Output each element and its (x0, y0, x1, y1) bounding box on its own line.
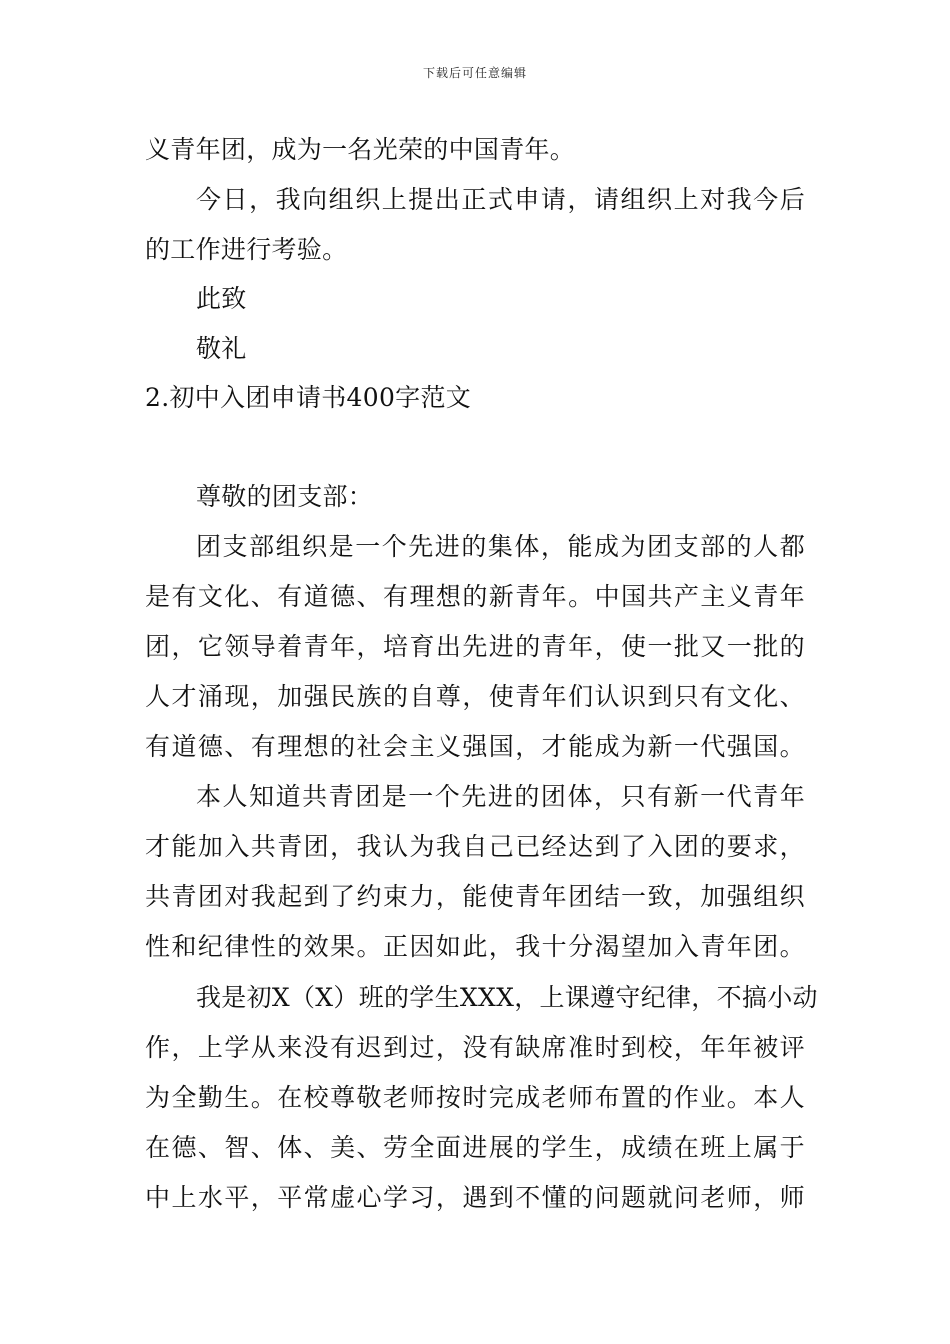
page-header: 下载后可任意编辑 (422, 66, 527, 80)
text-line: 的工作进行考验。 (145, 235, 348, 264)
text-line: 此致 (196, 284, 247, 313)
section-heading: 2.初中入团申请书400字范文 (145, 383, 472, 412)
text-line: 义青年团，成为一名光荣的中国青年。 (145, 135, 576, 164)
salutation: 尊敬的团支部： (196, 482, 374, 511)
text-line: 共青团对我起到了约束力，能使青年团结一致，加强组织 (145, 882, 805, 911)
text-line: 有道德、有理想的社会主义强国，才能成为新一代强国。 (145, 732, 805, 761)
text-line: 在德、智、体、美、劳全面进展的学生，成绩在班上属于 (145, 1133, 805, 1162)
text-line: 我是初X（X）班的学生XXX，上课遵守纪律，不搞小动 (196, 983, 818, 1012)
text-line: 为全勤生。在校尊敬老师按时完成老师布置的作业。本人 (145, 1083, 805, 1112)
text-line: 才能加入共青团，我认为我自己已经达到了入团的要求， (145, 832, 805, 861)
text-line: 本人知道共青团是一个先进的团体，只有新一代青年 (196, 782, 805, 811)
text-line: 团，它领导着青年，培育出先进的青年，使一批又一批的 (145, 632, 805, 661)
text-line: 今日，我向组织上提出正式申请，请组织上对我今后 (196, 185, 805, 214)
text-line: 团支部组织是一个先进的集体，能成为团支部的人都 (196, 532, 805, 561)
text-line: 性和纪律性的效果。正因如此，我十分渴望加入青年团。 (145, 932, 805, 961)
text-line: 是有文化、有道德、有理想的新青年。中国共产主义青年 (145, 582, 805, 611)
text-line: 作，上学从来没有迟到过，没有缺席准时到校，年年被评 (145, 1033, 805, 1062)
text-line: 中上水平，平常虚心学习，遇到不懂的问题就问老师，师 (145, 1183, 805, 1212)
text-line: 人才涌现，加强民族的自尊，使青年们认识到只有文化、 (145, 682, 805, 711)
text-line: 敬礼 (196, 334, 247, 363)
